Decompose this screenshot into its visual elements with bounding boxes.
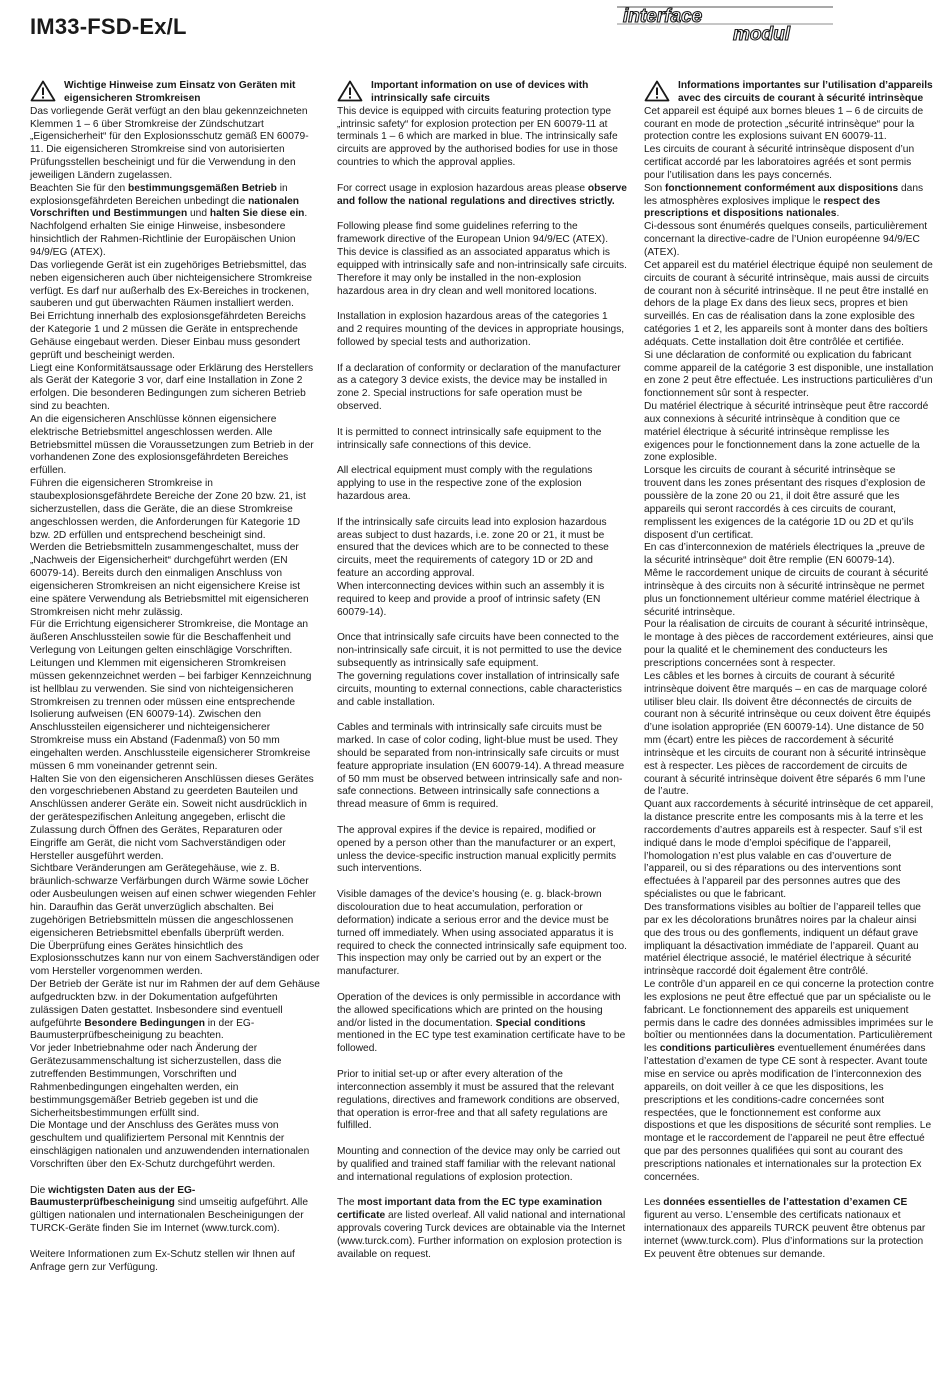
paragraph: Bei Errichtung innerhalb des explosionsgefährdeten Bereichs der Kategorie 1 und 2 müssen die Geräte in entsprechende Gehäuse eingebaut werden. Dieser Einbau muss gesondert geprüft und bescheinigt werden. <box>30 311 306 361</box>
warning-triangle-icon <box>644 80 670 102</box>
paragraph: It is permitted to connect intrinsically safe equipment to the intrinsically safe connections of this device. <box>337 426 602 451</box>
paragraph: This device is equipped with circuits featuring protection type „intrinsic safety“ for explosion protection per EN 60079-11 at terminals 1 – 6 which are marked in blue. The intrinsically safe circuits are approved by the authorised bodies for use in those countries to which the approval applies. <box>337 105 618 169</box>
paragraph: Cet appareil est du matériel électrique équipé non seulement de circuits de courant à sécurité intrinsèque, mais aussi de circuits de courant non à sécurité intrinsèque. Il ne peut être installé en dehors de la plage Ex dans des lieux secs, propres et bien surveillés. En cas de réalisation dans la zone explosible des catégories 1 et 2, les appareils sont à monter dans des boîtiers adéquats. Cette installation doit être contrôlée et certifiée. <box>644 259 933 348</box>
paragraph: Les câbles et les bornes à circuits de courant à sécurité intrinsèque doivent être marqués – en cas de marquage coloré utiliser bleu clair. Ils doivent être déconnectés de circuits de courant non à sécurité intrinsèque ou ceux doivent être équipés d’une isolation appropriée (EN 60079-14). Une distance de 50 mm (écart) entre les pièces de raccordement à sécurité intrinsèque et les circuits de courant non à sécurité intrinsèque est à respecter. Les pièces de raccordement de circuits de courant à sécurité intrinsèque doivent être séparés 6 mm l’une de l’autre. <box>644 670 931 798</box>
paragraph: Le contrôle d’un appareil en ce qui concerne la protection contre les explosions ne peut être effectué que par un spécialiste ou le fabricant. Le fonctionnement des appareils est uniquement permis dans le cadre des données admissibles imprimées sur le boîtier ou mentionnées dans la documentation. Particulièrement les conditions particulières eventuellement énumérées dans l’attestation d’examen de type CE sont à respecter. Avant toute mise en service ou après modification de l’interconnexion des appareils, on doit veiller à ce que les dispositions, les prescriptions et les conditions-cadre concernées sont respectées, que le fonctionnement est conforme aux dispostions et que les dispositions de sécurité sont remplies. Le montage et le raccordement de l’appareil ne peut être effectué que par des personnes qualifiées qui sont au courant des prescriptions nationales et internationales sur la protection Ex concernées. <box>644 979 934 1183</box>
paragraph: Following please find some guidelines referring to the framework directive of the European Union 94/9/EC (ATEX). <box>337 221 609 246</box>
paragraph: The governing regulations cover installation of intrinsically safe circuits, mounting to external connections, cable characteristics and cable installation. <box>337 670 622 708</box>
paragraph: This device is classified as an associated apparatus which is equipped with intrinsically safe and non-intrinsically safe circuits. Therefore it may only be installed in the non-explosion hazardous area in dry clean and well monitored locations. <box>337 246 627 297</box>
paragraph: If a declaration of conformity or declaration of the manufacturer as a category 3 device exists, the device may be installed in zone 2. Special instructions for safe operation must be observed. <box>337 362 621 413</box>
paragraph: Weitere Informationen zum Ex-Schutz stellen wir Ihnen auf Anfrage gern zur Verfügung. <box>30 1248 295 1273</box>
heading-german <box>30 80 320 106</box>
paragraph: Si une déclaration de conformité ou explication du fabricant comme appareil de la catégorie 3 est disponible, une installation en zone 2 peut être effectuée. Les instructions particulières d’un fonctionnement sûr sont à respecter. <box>644 349 934 400</box>
paragraph: Mounting and connection of the device may only be carried out by qualified and trained staff familiar with the relevant national and international regulations of explosion protection. <box>337 1146 621 1183</box>
heading-text: Important information on use of devices with intrinsically safe circuits <box>371 80 589 104</box>
paragraph: Werden die Betriebsmitteln zusammengeschaltet, muss der „Nachweis der Eigensicherheit“ durchgeführt werden (EN 60079-14). Bereits durch den einmaligen Anschluss von eigensicheren Stromkreisen an nicht eigensichere Kreise ist eine spätere Verwendung als Betriebsmittel mit eigensicheren Stromkreisen nicht mehr zulässig. <box>30 542 309 618</box>
paragraph: Vor jeder Inbetriebnahme oder nach Änderung der Gerätezusammenschaltung ist sicherzustellen, dass die zutreffenden Bestimmungen, Vorschriften und Rahmenbedingungen eingehalten werden, ein bestimmungsgemäßer Betrieb gegeben ist und die Sicherheitsbestimmungen erfüllt sind. <box>30 1043 282 1119</box>
paragraph: For correct usage in explosion hazardous areas please observe and follow the national regulations and directives strictly. <box>337 182 627 207</box>
heading-text: Wichtige Hinweise zum Einsatz von Geräten mit eigensicheren Stromkreisen <box>64 80 296 104</box>
paragraph: Sichtbare Veränderungen am Gerätegehäuse, wie z. B. bräunlich-schwarze Verfärbungen durch Wärme sowie Löcher oder Ausbeulungen weisen auf einen schwer wiegenden Fehler hin. Daraufhin das Gerät unverzüglich abschalten. Bei zugehörigen Betriebsmitteln müssen die angeschlossenen eigensicheren Betriebsmittel ebenfalls überprüft werden. <box>30 863 317 939</box>
heading-text: Informations importantes sur l’utilisation d’appareils avec des circuits de courant à sécurité intrinsèque <box>678 80 933 104</box>
interface-modul-logo <box>615 4 835 44</box>
paragraph: Das vorliegende Gerät ist ein zugehöriges Betriebsmittel, das neben eigensicheren auch über nichteigensichere Stromkreise verfügt. Es darf nur außerhalb des Ex-Bereiches in trockenen, sauberen und gut überwachten Räumen installiert werden. <box>30 259 313 310</box>
paragraph: Cables and terminals with intrinsically safe circuits must be marked. In case of color coding, light-blue must be used. They should be separated from non-intrinsically safe circuits or must feature appropriate insulation (EN 60079-14). A thread measure of 50 mm must be observed between intrinsically safe and non-safe connections. Between intrinsically safe connections a thread measure of 6mm is required. <box>337 722 625 811</box>
paragraph: Liegt eine Konformitätsaussage oder Erklärung des Herstellers als Gerät der Kategorie 3 vor, darf eine Installation in Zone 2 erfolgen. Die besonderen Bedingungen zum sicheren Betrieb sind zu beachten. <box>30 362 314 413</box>
paragraph: The most important data from the EC type examination certificate are listed overleaf. All valid national and international approvals covering Turck devices are obtainable via the Internet (www.turck.com). Further information on explosion protection is available on request. <box>337 1197 626 1260</box>
paragraph: Für die Errichtung eigensicherer Stromkreise, die Montage an äußeren Anschlussteilen sowie für die Beschaffenheit und Verlegung von Leitungen gelten einschlägige Vorschriften. <box>30 619 309 657</box>
paragraph: Les circuits de courant à sécurité intrinsèque disposent d’un certificat accordé par les laboratoires agréés et sont permis pour l’utilisation dans les pays concernés. <box>644 144 915 181</box>
paragraph: Des transformations visibles au boîtier de l’appareil telles que par ex les décolorations brunâtres noires par la chaleur ainsi que des trous ou des gonflements, indiquent un défaut grave impliquant la désactivation immédiate de l’appareil. Quant au matériel électrique associé, le matériel électrique à sécurité intrinsèque raccordé doit également être contrôlé. <box>644 902 921 978</box>
paragraph: The approval expires if the device is repaired, modified or opened by a person other than the manufacturer or an expert, unless the device-specific instruction manual explicitly permits such interventions. <box>337 824 617 875</box>
paragraph: Führen die eigensicheren Stromkreise in staubexplosionsgefährdete Bereiche der Zone 20 bzw. 21, ist sicherzustellen, dass die Geräte, die an diese Stromkreise angeschlossen werden, die Anforderungen für Kategorie 1D bzw. 2D erfüllen und entsprechend bescheinigt sind. <box>30 478 306 541</box>
paragraph: If the intrinsically safe circuits lead into explosion hazardous areas subject to dust hazards, i.e. zone 20 or 21, it must be ensured that the devices which are to be connected to these circuits, meet the requirements of category 1D or 2D and feature an according approval. <box>337 516 609 580</box>
paragraph: Das vorliegende Gerät verfügt an den blau gekennzeichneten Klemmen 1 – 6 über Stromkreise der Zündschutzart „Eigensicherheit“ für den Explosionsschutz gemäß EN 60079-11. Die eigensicheren Stromkreise sind von autorisierten Prüfungsstellen bescheinigt und für die Verwendung in den jeweiligen Ländern zugelassen. <box>30 105 309 181</box>
paragraph: Nachfolgend erhalten Sie einige Hinweise, insbesondere hinsichtlich der Rahmen-Richtlinie der Europäischen Union 94/9/EG (ATEX). <box>30 221 296 258</box>
paragraph: Leitungen und Klemmen mit eigensicheren Stromkreisen müssen gekennzeichnet werden – bei farbiger Kennzeichnung ist hellblau zu verwenden. Sie sind von nichteigensicheren Stromkreisen zu trennen oder müssen eine entsprechende Isolierung aufweisen (EN 60079-14). Zwischen den Anschlussteilen eigensicherer und nichteigensicherer Stromkreise muss ein Abstand (Fadenmaß) von 50 mm eingehalten werden. Anschlussteile eigensicherer Stromkreise müssen 6 mm voneinander getrennt sein. <box>30 657 312 772</box>
paragraph: Beachten Sie für den bestimmungsgemäßen Betrieb in explosionsgefährdeten Bereichen unbedingt die nationalen Vorschriften und Bestimmungen und halten Sie diese ein. <box>30 182 308 220</box>
warning-triangle-icon <box>337 80 363 102</box>
paragraph: Halten Sie von den eigensicheren Anschlüssen dieses Gerätes den vorgeschriebenen Abstand zu geerdeten Bauteilen und Anschlüssen anderer Geräte ein. Soweit nicht ausdrücklich in der gerätespezifischen Anleitung angegeben, erlischt die Zulassung durch Öffnen des Gerätes, Reparaturen oder Eingriffe am Gerät, die nicht vom Sachverständigen oder Hersteller ausgeführt werden. <box>30 773 314 862</box>
paragraph: Once that intrinsically safe circuits have been connected to the non-intrinsically safe circuit, it is not permitted to use the device subsequently as intrinsically safe equipment. <box>337 632 622 669</box>
paragraph: Cet appareil est équipé aux bornes bleues 1 – 6 de circuits de courant en mode de protection „sécurité intrinsèque“ pour la protection contre les explosions suivant EN 60079-11. <box>644 105 924 143</box>
paragraph: Quant aux raccordements à sécurité intrinsèque de cet appareil, la distance prescrite entre les composants mis à la terre et les raccordements d’autres appareils est à respecter. Sauf s’il est indiqué dans le mode d’emploi spécifique de l’appareil, l’homologation n’est plus valable en cas d’ouverture de l’appareil, ou si des réparations ou des interventions sont effectuées à l’appareil par des personnes autres que des spécialistes ou que le fabricant. <box>644 799 934 901</box>
paragraph: Lorsque les circuits de courant à sécurité intrinsèque se trouvent dans les zones présentant des risques d’explosion de poussière de la zone 20 ou 21, il doit être assuré que les appareils qui seront raccordés à ces circuits de courant, remplissent les exigences de la catégorie 1D ou 2D et qu’ils disposent d’un certificat. <box>644 465 926 541</box>
column-english <box>337 80 627 1262</box>
paragraph: Der Betrieb der Geräte ist nur im Rahmen der auf dem Gehäuse aufgedruckten bzw. in der Dokumentation aufgeführten zulässigen Daten gestattet. Insbesondere sind eventuell aufgeführte Besondere Bedingungen in der EG-Baumusterprüfbescheinigung zu beachten. <box>30 979 320 1042</box>
paragraph: En cas d’interconnexion de matériels électriques la „preuve de la sécurité intrinsèque“ doit être remplie (EN 60079-14). <box>644 542 925 567</box>
paragraph: An die eigensicheren Anschlüsse können eigensichere elektrische Betriebsmittel angeschlossen werden. Alle Betriebsmittel müssen die Voraussetzungen zum Betrieb in der vorhandenen Zone des explosionsgefährdeten Bereiches erfüllen. <box>30 413 314 477</box>
logo-line-interface: interface <box>623 6 703 27</box>
paragraph: Du matériel électrique à sécurité intrinsèque peut être raccordé aux connexions à sécurité intrinsèque à condition que ce matériel électrique à sécurité intrinsèque remplisse les exigences pour le fonctionnement dans la zone actuelle de la zone explosible. <box>644 401 929 464</box>
heading-french <box>644 80 934 106</box>
paragraph: Installation in explosion hazardous areas of the categories 1 and 2 requires mounting of the devices in appropriate housings, followed by special tests and authorization. <box>337 311 625 348</box>
page-title: IM33-FSD-Ex/L <box>30 14 187 39</box>
paragraph: Die Überprüfung eines Gerätes hinsichtlich des Explosionsschutzes kann nur von einem Sachverständigen oder vom Hersteller vorgenommen werden. <box>30 940 320 978</box>
paragraph: When interconnecting devices within such an assembly it is required to keep and provide a proof of intrinsic safety (EN 60079-14). <box>337 580 605 618</box>
paragraph: Visible damages of the device’s housing (e. g. black-brown discolouration due to heat accumulation, perforation or deformation) indicate a serious error and the device must be turned off immediately. When using associated apparatus it is required to check the connected intrinsically safe equipment too. This inspection may only be carried out by an expert or the manufacturer. <box>337 889 627 978</box>
warning-triangle-icon <box>30 80 56 102</box>
paragraph: Pour la réalisation de circuits de courant à sécurité intrinsèque, le montage à des pièces de raccordement extérieures, ainsi que pour la qualité et le cheminement des conducteurs les prescriptions concernées sont à respecter. <box>644 619 934 669</box>
paragraph: Die Montage und der Anschluss des Gerätes muss von geschultem und qualifiziertem Personal mit Kenntnis der einschlägigen nationalen und anzuwendenden internationalen Vorschriften über den Ex-Schutz durchgeführt werden. <box>30 1120 310 1170</box>
paragraph: All electrical equipment must comply with the regulations applying to use in the respective zone of the explosion hazardous area. <box>337 465 593 502</box>
paragraph: Ci-dessous sont énumérés quelques conseils, particulièrement concernant la directive-cadre de l’Union européenne 94/9/EC (ATEX). <box>644 221 928 258</box>
paragraph: Son fonctionnement conformément aux dispositions dans les atmosphères explosives implique le respect des prescriptions et dispositions nationales. <box>644 182 924 220</box>
logo-line-modul: modul <box>733 24 790 44</box>
paragraph: Operation of the devices is only permissible in accordance with the allowed specifications which are printed on the housing and/or listed in the documentation. Special conditions mentioned in the EC type test examination certificate have to be followed. <box>337 991 626 1055</box>
column-german <box>30 80 320 1274</box>
paragraph: Même le raccordement unique de circuits de courant à sécurité intrinsèque à des circuits non à sécurité intrinsèque ne permet plus un fonctionnement ultérieur comme matériel électrique à sécurité intrinsèque. <box>644 568 929 618</box>
paragraph: Les données essentielles de l’attestation d’examen CE figurent au verso. L’ensemble des certificats nationaux et internationaux des appareils TURCK peuvent être obtenus par internet (www.turck.com). Plus d’informations sur la protection Ex peuvent être obtenues sur demande. <box>644 1197 926 1260</box>
logo-wordmark <box>617 6 833 44</box>
paragraph: Prior to initial set-up or after every alteration of the interconnection assembly it must be assured that the relevant regulations, directives and framework conditions are observed, that operation is error-free and that all safety regulations are fulfilled. <box>337 1068 620 1132</box>
column-french <box>644 80 934 1262</box>
paragraph: Die wichtigsten Daten aus der EG-Baumusterprüfbescheinigung sind umseitig aufgeführt. Alle gültigen nationalen und internationalen Bescheinigungen der TURCK-Geräte finden Sie im Internet (www.turck.com). <box>30 1184 308 1235</box>
heading-english <box>337 80 627 106</box>
